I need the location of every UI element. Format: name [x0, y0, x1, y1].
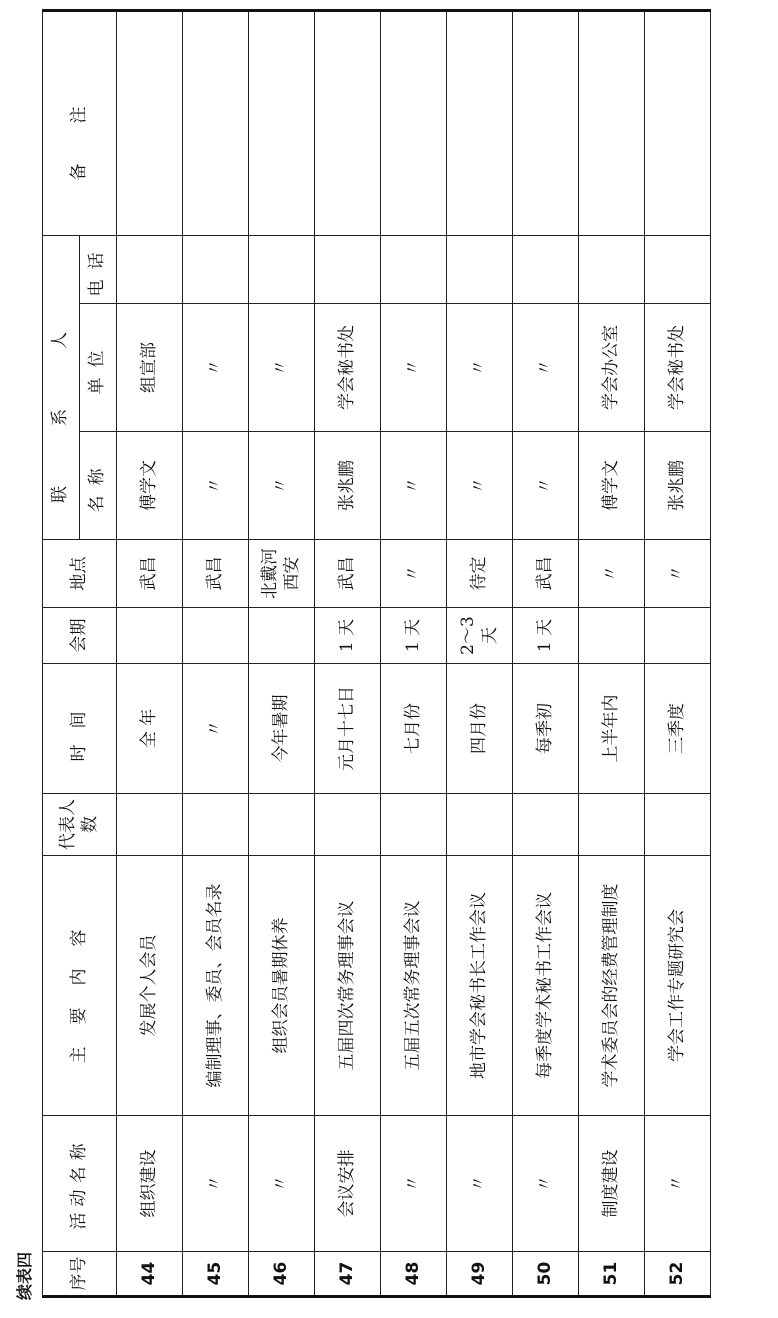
row-duration: 1 天	[315, 608, 381, 664]
row-content: 学会工作专题研究会	[645, 856, 711, 1116]
row-seq: 51	[579, 1252, 645, 1297]
row-contact-phone	[315, 235, 381, 303]
row-time: 全 年	[117, 664, 183, 794]
row-duration: 1 天	[381, 608, 447, 664]
row-time: 〃	[183, 664, 249, 794]
row-delegates	[117, 794, 183, 856]
row-remarks	[381, 10, 447, 235]
row-contact-name: 〃	[249, 432, 315, 540]
row-duration	[117, 608, 183, 664]
row-contact-unit: 〃	[183, 304, 249, 432]
row-contact-unit: 组宣部	[117, 304, 183, 432]
row-activity: 会议安排	[315, 1116, 381, 1252]
activity-plan-table	[42, 9, 711, 1298]
row-contact-unit: 〃	[249, 304, 315, 432]
row-activity: 〃	[183, 1116, 249, 1252]
row-contact-phone	[645, 235, 711, 303]
row-location: 〃	[579, 540, 645, 608]
table-row	[513, 10, 579, 1296]
row-duration	[183, 608, 249, 664]
row-contact-name: 张兆鹏	[315, 432, 381, 540]
row-contact-phone	[447, 235, 513, 303]
row-activity: 〃	[645, 1116, 711, 1252]
row-activity: 〃	[249, 1116, 315, 1252]
row-duration	[579, 608, 645, 664]
row-contact-unit: 学会秘书处	[645, 304, 711, 432]
row-contact-phone	[183, 235, 249, 303]
row-activity: 〃	[447, 1116, 513, 1252]
row-remarks	[447, 10, 513, 235]
row-contact-name: 〃	[447, 432, 513, 540]
row-delegates	[579, 794, 645, 856]
row-remarks	[513, 10, 579, 235]
row-time: 每季初	[513, 664, 579, 794]
table-row	[447, 10, 513, 1296]
row-location: 武昌	[117, 540, 183, 608]
row-time: 三季度	[645, 664, 711, 794]
row-contact-unit: 〃	[513, 304, 579, 432]
row-seq: 48	[381, 1252, 447, 1297]
header-time: 时间	[43, 664, 117, 794]
row-content: 组织会员暑期休养	[249, 856, 315, 1116]
row-time: 上半年内	[579, 664, 645, 794]
row-activity: 组织建设	[117, 1116, 183, 1252]
row-delegates	[381, 794, 447, 856]
row-location: 〃	[381, 540, 447, 608]
header-contact-unit: 单位	[80, 304, 117, 432]
row-contact-name: 〃	[381, 432, 447, 540]
table-body	[117, 10, 711, 1296]
row-contact-name: 〃	[183, 432, 249, 540]
row-duration: 1 天	[513, 608, 579, 664]
table-row	[315, 10, 381, 1296]
row-activity: 〃	[513, 1116, 579, 1252]
header-contact-phone: 电话	[80, 235, 117, 303]
row-content: 五届四次常务理事会议	[315, 856, 381, 1116]
table-row	[645, 10, 711, 1296]
row-seq: 50	[513, 1252, 579, 1297]
row-content: 地市学会秘书长工作会议	[447, 856, 513, 1116]
row-contact-unit: 〃	[447, 304, 513, 432]
header-content: 主要内容	[43, 856, 117, 1116]
row-delegates	[645, 794, 711, 856]
row-time: 元月十七日	[315, 664, 381, 794]
table-caption: 续表四	[15, 1251, 34, 1300]
row-activity: 制度建设	[579, 1116, 645, 1252]
row-remarks	[117, 10, 183, 235]
row-delegates	[513, 794, 579, 856]
row-time: 四月份	[447, 664, 513, 794]
header-location: 地点	[43, 540, 117, 608]
row-seq: 47	[315, 1252, 381, 1297]
row-seq: 52	[645, 1252, 711, 1297]
table-row	[117, 10, 183, 1296]
header-seq: 序号	[43, 1252, 117, 1297]
row-time: 七月份	[381, 664, 447, 794]
row-duration	[645, 608, 711, 664]
row-delegates	[249, 794, 315, 856]
row-content: 五届五次常务理事会议	[381, 856, 447, 1116]
row-contact-unit: 〃	[381, 304, 447, 432]
row-content: 发展个人会员	[117, 856, 183, 1116]
row-content: 每季度学术秘书工作会议	[513, 856, 579, 1116]
row-time: 今年暑期	[249, 664, 315, 794]
table-row	[381, 10, 447, 1296]
row-contact-name: 〃	[513, 432, 579, 540]
header-contact-name: 名称	[80, 432, 117, 540]
row-location: 武昌	[183, 540, 249, 608]
row-contact-name: 傅学文	[579, 432, 645, 540]
row-duration: 2～3天	[447, 608, 513, 664]
row-seq: 49	[447, 1252, 513, 1297]
row-content: 学术委员会的经费管理制度	[579, 856, 645, 1116]
row-contact-phone	[513, 235, 579, 303]
row-activity: 〃	[381, 1116, 447, 1252]
row-seq: 45	[183, 1252, 249, 1297]
row-remarks	[315, 10, 381, 235]
row-contact-name: 傅学文	[117, 432, 183, 540]
row-remarks	[183, 10, 249, 235]
row-seq: 46	[249, 1252, 315, 1297]
row-contact-phone	[381, 235, 447, 303]
row-remarks	[249, 10, 315, 235]
row-location: 武昌	[513, 540, 579, 608]
row-remarks	[645, 10, 711, 235]
row-content: 编制理事、委员、会员名录	[183, 856, 249, 1116]
row-location: 〃	[645, 540, 711, 608]
row-remarks	[579, 10, 645, 235]
header-duration: 会期	[43, 608, 117, 664]
row-location: 北戴河 西安	[249, 540, 315, 608]
row-duration	[249, 608, 315, 664]
table-row	[579, 10, 645, 1296]
row-contact-unit: 学会秘书处	[315, 304, 381, 432]
table-row	[249, 10, 315, 1296]
row-delegates	[315, 794, 381, 856]
row-contact-phone	[579, 235, 645, 303]
header-activity: 活动名称	[43, 1116, 117, 1252]
row-delegates	[183, 794, 249, 856]
row-contact-phone	[117, 235, 183, 303]
row-contact-unit: 学会办公室	[579, 304, 645, 432]
row-seq: 44	[117, 1252, 183, 1297]
header-delegates: 代表人数	[43, 794, 117, 856]
row-location: 待定	[447, 540, 513, 608]
header-contact: 联系人	[43, 235, 80, 539]
row-contact-phone	[249, 235, 315, 303]
header-remarks: 备注	[43, 10, 117, 235]
row-delegates	[447, 794, 513, 856]
table-row	[183, 10, 249, 1296]
row-contact-name: 张兆鹏	[645, 432, 711, 540]
row-location: 武昌	[315, 540, 381, 608]
